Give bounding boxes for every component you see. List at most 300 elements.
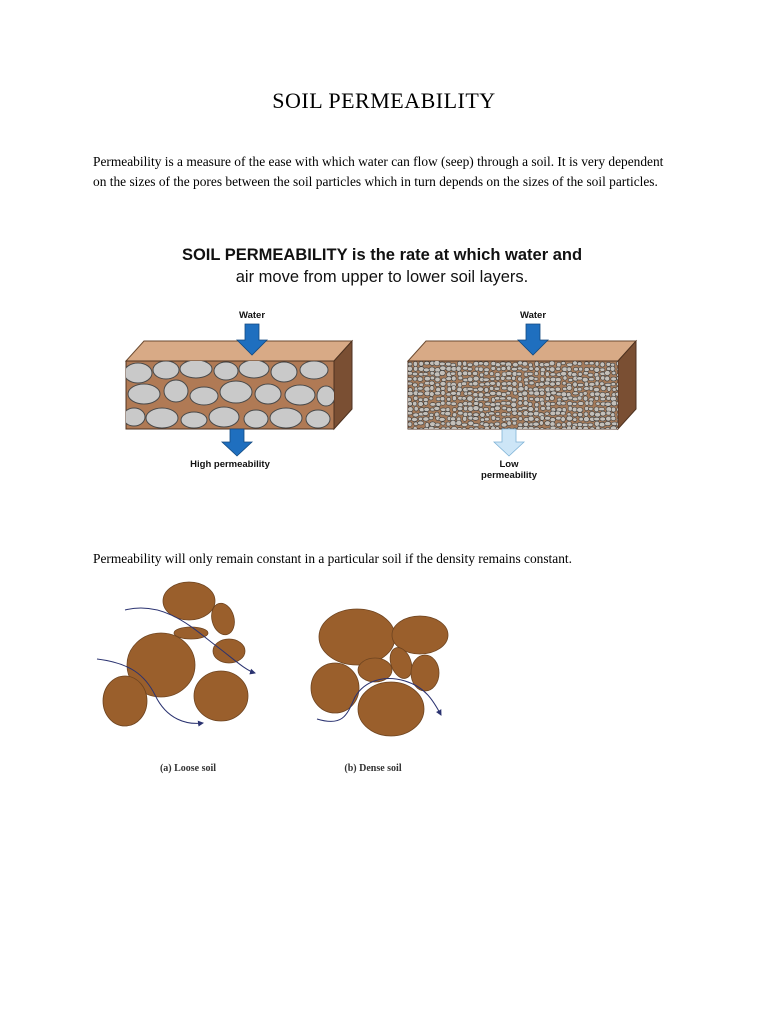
fine-particle xyxy=(568,406,572,411)
fine-particle xyxy=(529,367,534,371)
fine-particle xyxy=(528,407,534,412)
fine-particle xyxy=(588,423,593,426)
fine-particle xyxy=(518,401,522,405)
fine-particle xyxy=(473,381,479,386)
fine-particle xyxy=(445,411,451,415)
fine-particle xyxy=(434,392,440,396)
fine-particle xyxy=(506,402,511,406)
fine-particle xyxy=(501,401,507,405)
fine-particle xyxy=(458,411,463,415)
fine-particle xyxy=(566,416,572,421)
fine-particle xyxy=(577,377,583,380)
fine-particle xyxy=(582,377,588,382)
right-water-label: Water xyxy=(519,310,547,321)
fine-particle xyxy=(577,383,583,386)
fine-particle xyxy=(528,416,534,421)
fine-particle xyxy=(550,418,556,422)
fine-particle xyxy=(439,418,445,422)
fine-particle xyxy=(518,397,523,401)
fine-particle xyxy=(533,422,539,426)
fine-particle xyxy=(567,422,572,427)
fine-particle xyxy=(463,412,468,417)
fine-particle xyxy=(518,377,522,381)
fine-particle xyxy=(522,362,528,367)
fine-particle xyxy=(461,382,466,386)
fine-particle xyxy=(468,412,473,416)
fine-particle xyxy=(456,366,461,371)
fine-particle xyxy=(540,372,544,376)
coarse-pebble xyxy=(146,408,178,428)
fine-particle xyxy=(418,387,424,390)
fine-particle xyxy=(490,382,496,386)
fine-particle xyxy=(578,372,582,376)
fine-particle xyxy=(411,418,417,422)
fine-particle xyxy=(512,411,517,415)
fine-particle xyxy=(529,363,533,367)
fine-particle xyxy=(483,423,489,427)
fine-particle xyxy=(414,407,418,412)
fine-particle xyxy=(579,367,583,371)
fine-particle xyxy=(549,361,555,366)
fine-particle xyxy=(545,412,549,415)
fine-particle xyxy=(600,417,606,421)
fine-particle xyxy=(555,411,560,415)
fine-particle xyxy=(583,426,589,431)
fine-particle xyxy=(500,397,506,400)
fine-particle xyxy=(595,376,599,381)
fine-particle xyxy=(451,386,456,391)
fine-particle xyxy=(512,421,516,425)
fine-particle xyxy=(413,401,417,406)
fine-particle xyxy=(567,367,571,372)
fine-particle xyxy=(590,367,594,370)
fine-particle xyxy=(539,391,544,396)
fine-particle xyxy=(423,417,429,421)
fine-particle xyxy=(506,372,512,376)
fine-particle xyxy=(555,428,560,432)
fine-particle xyxy=(491,366,496,370)
high-outflow-arrow-icon xyxy=(222,429,252,456)
fine-particle xyxy=(584,382,588,387)
fine-particle xyxy=(452,396,456,401)
fine-particle xyxy=(496,392,502,396)
fine-particle xyxy=(474,402,479,406)
figure1-heading-line2: air move from upper to lower soil layers. xyxy=(235,268,529,286)
fine-particle xyxy=(451,363,456,367)
fine-particle xyxy=(407,417,412,421)
fine-particle xyxy=(605,393,610,396)
fine-particle xyxy=(556,423,561,427)
fine-particle xyxy=(440,381,446,386)
fine-particle xyxy=(413,383,418,387)
fine-particle xyxy=(484,387,489,392)
fine-particle xyxy=(489,412,495,415)
fine-particle xyxy=(462,397,466,401)
fine-particle xyxy=(412,372,417,376)
fine-particle xyxy=(484,418,489,421)
fine-particle xyxy=(473,413,479,417)
fine-particle xyxy=(496,382,500,387)
fine-particle xyxy=(604,371,610,376)
high-permeability-block xyxy=(123,341,352,429)
fine-particle xyxy=(550,402,555,405)
fine-particle xyxy=(417,377,423,382)
fine-particle xyxy=(429,392,434,397)
fine-particle xyxy=(578,427,583,431)
fine-particle xyxy=(611,377,617,381)
fine-particle xyxy=(495,363,500,367)
fine-particle xyxy=(428,426,434,431)
coarse-pebble xyxy=(317,386,335,406)
fine-particle xyxy=(446,408,450,412)
fine-particle xyxy=(480,428,484,432)
fine-particle xyxy=(479,407,483,411)
fine-particle xyxy=(435,423,440,427)
fine-particle xyxy=(551,391,557,395)
fine-particle xyxy=(535,403,539,407)
fine-particle xyxy=(605,422,611,426)
fine-particle xyxy=(512,376,516,380)
fine-particle xyxy=(562,423,566,427)
fine-particle xyxy=(440,408,446,411)
fine-particle xyxy=(517,412,522,416)
coarse-pebble xyxy=(300,361,328,379)
fine-particle xyxy=(408,422,412,427)
fine-particle xyxy=(484,371,488,375)
fine-particle xyxy=(601,376,605,380)
fine-particle xyxy=(557,362,562,367)
fine-particle xyxy=(418,417,422,421)
fine-particle xyxy=(483,398,489,401)
fine-particle xyxy=(561,362,565,365)
fine-particle xyxy=(494,406,500,410)
fine-particle xyxy=(524,386,528,391)
fine-particle xyxy=(483,362,489,366)
fine-particle xyxy=(513,392,517,396)
fine-particle xyxy=(606,411,611,415)
fine-particle xyxy=(418,421,424,425)
fine-particle xyxy=(511,367,517,370)
fine-particle xyxy=(522,391,528,396)
fine-particle xyxy=(507,421,511,426)
fine-particle xyxy=(578,412,583,416)
fine-particle xyxy=(601,386,606,391)
fine-particle xyxy=(419,428,423,432)
fine-particle xyxy=(423,372,428,375)
fine-particle xyxy=(479,383,485,386)
fine-particle xyxy=(425,422,429,427)
figure1-heading-line1: SOIL PERMEABILITY is the rate at which water and xyxy=(181,246,583,264)
fine-particle xyxy=(506,376,512,380)
fine-particle xyxy=(574,388,578,392)
fine-particle xyxy=(408,407,413,412)
fine-particle xyxy=(480,418,484,422)
low-permeability-label-line1: Low xyxy=(499,459,519,470)
fine-particle xyxy=(546,406,551,410)
coarse-pebble xyxy=(244,410,268,428)
fine-particle xyxy=(441,391,445,396)
fine-particle xyxy=(501,423,507,427)
fine-particle xyxy=(583,396,588,401)
fine-particle xyxy=(556,367,561,371)
fine-particle xyxy=(418,398,422,402)
fine-particle xyxy=(561,372,567,377)
fine-particle xyxy=(535,361,539,366)
fine-particle xyxy=(595,412,601,417)
fine-particle xyxy=(529,381,534,385)
fine-particle xyxy=(589,401,593,406)
fine-particle xyxy=(550,373,556,376)
fine-particle xyxy=(600,368,605,371)
fine-particle xyxy=(483,407,488,410)
coarse-pebble xyxy=(180,360,212,378)
coarse-pebble xyxy=(190,387,218,405)
fine-particle xyxy=(595,381,599,386)
fine-particle xyxy=(491,426,496,431)
fine-particle xyxy=(490,372,494,376)
fine-particle xyxy=(424,361,429,365)
fine-particle xyxy=(501,382,507,386)
fine-particle xyxy=(407,366,412,371)
fine-particle xyxy=(478,362,483,365)
fine-particle xyxy=(441,387,446,391)
fine-particle xyxy=(457,371,462,376)
fine-particle xyxy=(478,393,483,398)
fine-particle xyxy=(496,417,500,420)
fine-particle xyxy=(599,408,605,411)
fine-particle xyxy=(577,396,582,400)
fine-particle xyxy=(585,407,589,411)
fine-particle xyxy=(562,397,568,401)
fine-particle xyxy=(453,408,457,412)
fine-particle xyxy=(562,382,566,386)
fine-particle xyxy=(423,368,429,372)
fine-particle xyxy=(495,427,499,431)
fine-particle xyxy=(577,422,582,426)
fine-particle xyxy=(600,428,605,431)
fine-particle xyxy=(541,406,546,410)
fine-particle xyxy=(535,418,540,422)
fine-particle xyxy=(489,386,493,390)
fine-particle xyxy=(545,372,549,377)
fine-particle xyxy=(561,417,566,422)
fine-particle xyxy=(467,372,471,376)
fine-particle xyxy=(584,417,590,422)
fine-particle xyxy=(424,401,428,405)
fine-particle xyxy=(490,407,495,411)
fine-particle xyxy=(578,402,584,406)
fine-particle xyxy=(479,403,483,407)
fine-particle xyxy=(472,417,478,421)
fine-particle xyxy=(440,397,445,401)
fine-particle xyxy=(505,417,510,421)
fine-particle xyxy=(423,412,429,416)
fine-particle xyxy=(518,387,524,391)
fine-particle xyxy=(596,402,600,405)
intro-paragraph: Permeability is a measure of the ease with which water can flow (seep) through a soil. It is very dependent on the sizes of the pores between the soil particles which in turn depends on the sizes of the soil particles. xyxy=(93,154,664,189)
fine-particle xyxy=(435,377,440,382)
fine-particle xyxy=(595,396,599,400)
fine-particle xyxy=(478,397,484,401)
fine-particle xyxy=(435,383,439,387)
fine-particle xyxy=(458,376,463,380)
fine-particle xyxy=(463,361,467,366)
fine-particle xyxy=(589,383,595,387)
fine-particle xyxy=(414,366,418,371)
fine-particle xyxy=(544,381,550,385)
page-title: SOIL PERMEABILITY xyxy=(272,88,496,113)
fine-particle xyxy=(540,377,544,382)
fine-particle xyxy=(495,373,500,377)
soil-permeability-figure xyxy=(122,236,642,486)
fine-particle xyxy=(495,377,500,381)
fine-particle xyxy=(413,362,417,367)
coarse-pebble xyxy=(285,385,315,405)
fine-particle xyxy=(545,416,551,420)
fine-particle xyxy=(502,386,508,390)
fine-particle xyxy=(534,372,538,376)
fine-particle xyxy=(511,402,517,407)
fine-particle xyxy=(478,387,484,391)
fine-particle xyxy=(511,398,517,402)
fine-particle xyxy=(528,412,534,416)
coarse-pebble xyxy=(306,410,330,428)
fine-particle xyxy=(600,362,605,367)
fine-particle xyxy=(534,377,538,380)
fine-particle xyxy=(535,367,540,371)
fine-particle xyxy=(545,421,551,426)
loose-soil-caption: (a) Loose soil xyxy=(159,763,217,774)
fine-particle xyxy=(441,401,446,405)
fine-particle xyxy=(561,392,567,397)
fine-particle xyxy=(528,402,532,406)
fine-particle xyxy=(507,382,512,386)
fine-particle xyxy=(491,416,496,421)
fine-particle xyxy=(439,362,445,366)
fine-particle xyxy=(506,392,510,395)
fine-particle xyxy=(555,387,560,391)
coarse-pebble xyxy=(181,412,207,428)
fine-particle xyxy=(456,421,462,426)
fine-particle xyxy=(594,407,599,412)
fine-particle xyxy=(596,426,600,431)
fine-particle xyxy=(595,361,599,366)
fine-particle xyxy=(522,407,528,410)
fine-particle xyxy=(605,376,610,381)
fine-particle xyxy=(600,392,606,397)
fine-particle xyxy=(490,391,496,395)
fine-particle xyxy=(584,362,588,365)
low-permeability-block xyxy=(407,341,636,432)
fine-particle xyxy=(523,401,528,406)
fine-particle xyxy=(456,392,460,396)
fine-particle xyxy=(473,423,479,426)
fine-particle xyxy=(457,387,462,392)
coarse-pebble xyxy=(271,362,297,382)
coarse-pebble xyxy=(214,362,238,380)
fine-particle xyxy=(452,413,456,417)
fine-particle xyxy=(501,366,506,370)
fine-particle xyxy=(446,362,452,366)
fine-particle xyxy=(589,411,594,416)
fine-particle xyxy=(502,406,507,410)
fine-particle xyxy=(589,386,593,391)
fine-particle xyxy=(424,376,430,381)
fine-particle xyxy=(605,402,611,406)
loose-dense-soil-figure xyxy=(95,575,465,780)
fine-particle xyxy=(584,412,588,416)
low-permeability-label-line2: permeability xyxy=(481,470,537,481)
fine-particle xyxy=(611,382,616,385)
fine-particle xyxy=(446,401,451,405)
fine-particle xyxy=(528,376,534,380)
coarse-pebble xyxy=(123,408,145,426)
fine-particle xyxy=(419,361,424,366)
fine-particle xyxy=(467,387,473,390)
fine-particle xyxy=(524,382,528,385)
low-outflow-arrow-icon xyxy=(494,429,524,456)
fine-particle xyxy=(607,386,611,391)
fine-particle xyxy=(512,388,517,392)
fine-particle xyxy=(506,413,511,416)
fine-particle xyxy=(475,367,479,371)
fine-particle xyxy=(535,407,539,411)
dense-soil-grains xyxy=(311,609,448,736)
fine-particle xyxy=(462,423,468,426)
fine-particle xyxy=(572,426,576,431)
fine-particle xyxy=(500,362,506,365)
fine-particle xyxy=(600,411,606,416)
fine-particle xyxy=(561,402,566,405)
fine-particle xyxy=(467,396,473,401)
fine-particle xyxy=(567,363,573,366)
fine-particle xyxy=(594,417,600,421)
fine-particle xyxy=(494,387,500,390)
fine-particle xyxy=(606,416,611,421)
fine-particle xyxy=(540,401,544,406)
fine-particle xyxy=(429,416,433,420)
fine-particle xyxy=(507,407,512,411)
fine-particle xyxy=(479,367,484,372)
fine-particle xyxy=(568,378,573,381)
fine-particle xyxy=(430,403,436,407)
fine-particle xyxy=(610,426,616,431)
fine-particle xyxy=(567,426,572,430)
fine-particle xyxy=(450,421,456,426)
coarse-pebble xyxy=(153,361,179,379)
coarse-pebble xyxy=(164,380,188,402)
fine-particle xyxy=(583,392,587,396)
fine-particle xyxy=(496,412,500,415)
fine-particle xyxy=(441,422,445,425)
fine-particle xyxy=(497,367,501,371)
fine-particle xyxy=(413,377,417,381)
fine-particle xyxy=(439,370,445,375)
fine-particle xyxy=(519,417,523,421)
coarse-pebble xyxy=(220,381,252,403)
high-permeability-label: High permeability xyxy=(190,459,270,470)
fine-particle xyxy=(407,391,413,396)
coarse-pebble xyxy=(270,408,302,428)
density-paragraph: Permeability will only remain constant in a particular soil if the density remains constant. xyxy=(93,551,572,566)
fine-particle xyxy=(611,407,615,412)
fine-particle xyxy=(430,376,434,380)
fine-particle xyxy=(605,383,611,386)
fine-particle xyxy=(507,386,513,391)
fine-particle xyxy=(517,372,522,376)
fine-particle xyxy=(606,362,611,366)
fine-particle xyxy=(518,361,523,365)
